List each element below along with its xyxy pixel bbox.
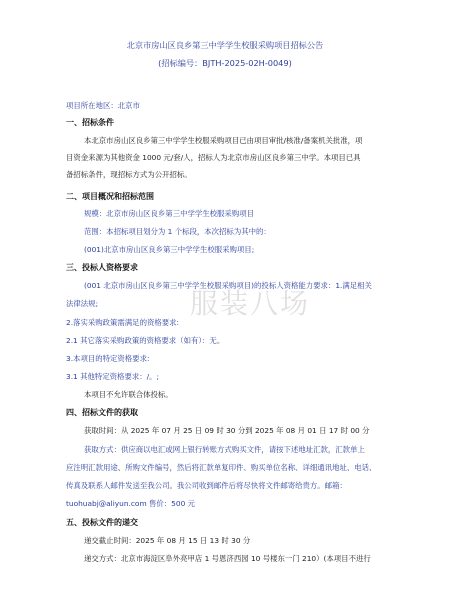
qualification-line-6: 3.1 其他特定资格要求：/。;	[66, 372, 159, 381]
acquisition-method-3: 传真及联系人邮件发送至我公司。我公司收到邮件后将尽快将文件邮寄给贵方。邮箱：	[66, 481, 347, 490]
project-location: 项目所在地区：北京市	[66, 101, 140, 110]
submission-method: 递交方式：北京市海淀区阜外亮甲店 1 号恩济西园 10 号楼东一门 210）(本项目不进行	[84, 554, 371, 563]
section-3-heading: 三、投标人资格要求	[66, 263, 138, 272]
project-scale: 规模：北京市房山区良乡第三中学学生校服采购项目	[84, 209, 254, 218]
qualification-line-7: 本项目不允许联合体投标。	[84, 390, 173, 399]
section-5-heading: 五、投标文件的递交	[66, 518, 138, 527]
qualification-line-3: 2.落实采购政策需满足的资格要求:	[66, 318, 180, 327]
watermark: 服装八场	[190, 287, 311, 320]
section-1-heading: 一、招标条件	[66, 118, 114, 127]
section-1-line-3: 备招标条件，现招标方式为公开招标。	[66, 170, 192, 179]
acquisition-method-1: 获取方式：供应商以电汇或网上银行转账方式购买文件，请按下述地址汇款，汇款单上	[84, 445, 365, 454]
acquisition-method-2: 应注明汇款用途、所购文件编号，然后将汇款单复印件、购买单位名称、详细通讯地址、电话、	[66, 463, 377, 472]
acquisition-time: 获取时间：从 2025 年 07 月 25 日 09 时 30 分到 2025 年 08 月 01 日 17 时 00 分	[84, 426, 370, 435]
tender-code: (招标编号：BJTH-2025-02H-0049)	[158, 58, 292, 68]
project-lot: (001)北京市房山区良乡第三中学学生校服采购项目;	[84, 245, 255, 254]
qualification-line-1: (001 北京市房山区良乡第三中学学生校服采购项目)的投标人资格能力要求：1.满足相关	[84, 281, 372, 290]
section-4-heading: 四、招标文件的获取	[66, 408, 138, 417]
qualification-line-4: 2.1 其它落实采购政策的资格要求（如有）：无。	[66, 336, 225, 345]
document-title: 北京市房山区良乡第三中学学生校服采购项目招标公告	[126, 40, 324, 50]
section-1-line-1: 本北京市房山区良乡第三中学学生校服采购项目已由项目审批/核准/备案机关批准，项	[84, 136, 363, 145]
contact-email-price[interactable]: tuohuabj@aliyun.com 售价：500 元	[66, 499, 196, 508]
submission-deadline: 递交截止时间：2025 年 08 月 15 日 13 时 30 分	[84, 536, 251, 545]
section-1-line-2: 目资金来源为其他资金 1000 元/套/人，招标人为北京市房山区良乡第三中学。本项目已具	[66, 153, 361, 162]
qualification-line-2: 法律法规;	[66, 299, 99, 308]
section-2-heading: 二、项目概况和招标范围	[66, 192, 154, 201]
project-scope: 范围：本招标项目划分为 1 个标段，本次招标为其中的：	[84, 227, 271, 236]
qualification-line-5: 3.本项目的特定资格要求:	[66, 354, 150, 363]
